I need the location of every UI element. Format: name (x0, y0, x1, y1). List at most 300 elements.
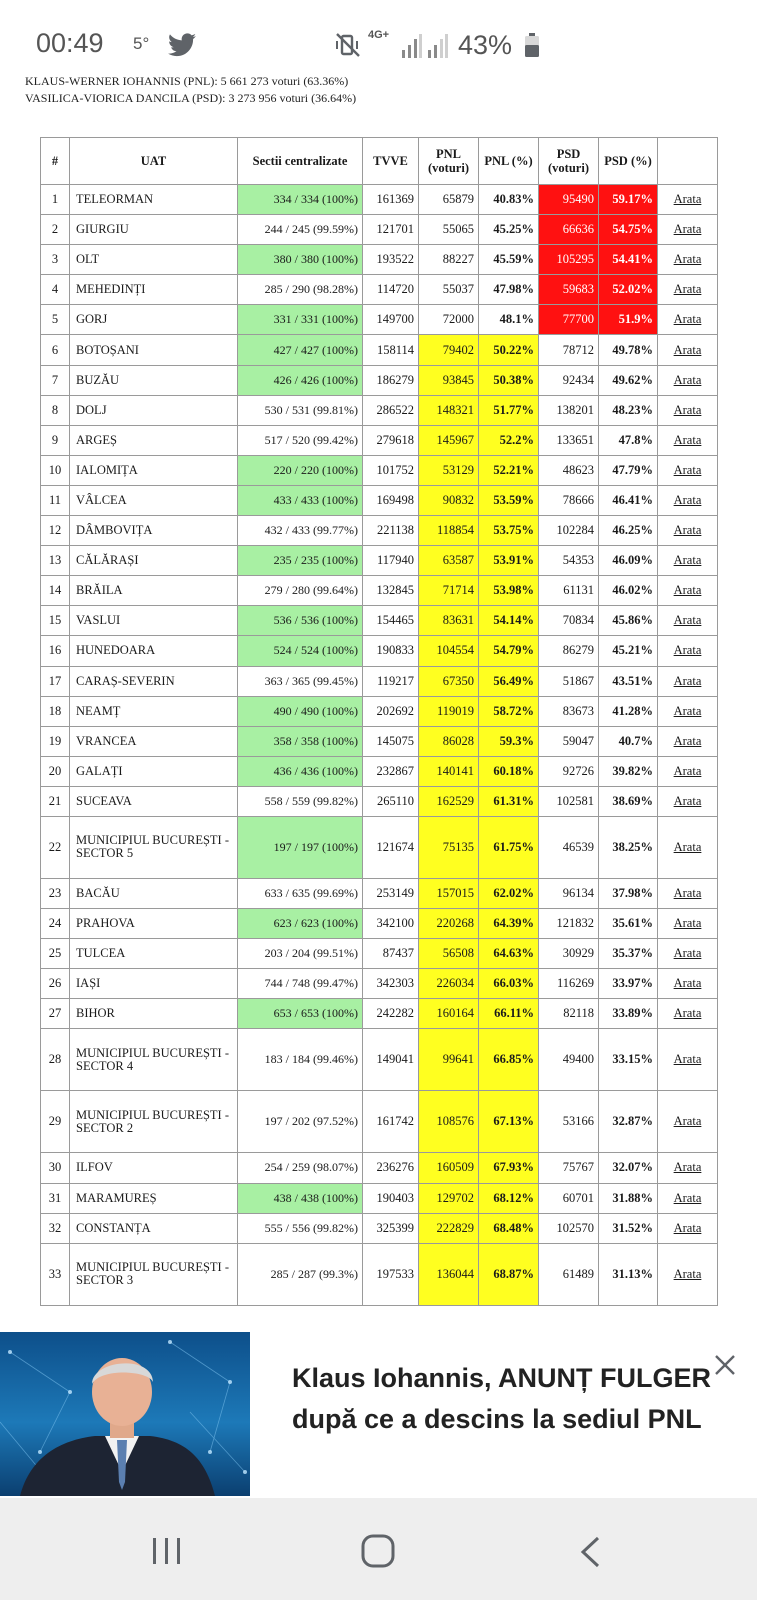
cell-psd-votes: 61131 (539, 576, 599, 606)
cell-psd-pct: 38.25% (599, 816, 658, 878)
cell-sections: 524 / 524 (100%) (238, 636, 363, 666)
table-header-row (41, 138, 718, 185)
temperature: 5° (133, 34, 150, 53)
cell-psd-pct: 32.87% (599, 1091, 658, 1153)
cell-action (658, 606, 718, 636)
cell-sections: 235 / 235 (100%) (238, 546, 363, 576)
cell-sections: 279 / 280 (99.64%) (238, 576, 363, 606)
cell-tvve: 87437 (363, 939, 419, 969)
table-row (41, 878, 718, 908)
arata-link[interactable]: Arata (673, 312, 702, 327)
cell-uat: BACĂU (70, 878, 238, 908)
cell-psd-pct: 32.07% (599, 1153, 658, 1183)
cell-psd-votes: 102284 (539, 516, 599, 546)
cell-pnl-pct: 56.49% (479, 666, 539, 696)
cell-psd-votes: 60701 (539, 1183, 599, 1213)
cell-sections: 432 / 433 (99.77%) (238, 516, 363, 546)
cell-action (658, 939, 718, 969)
cell-psd-pct: 38.69% (599, 786, 658, 816)
cell-sections: 558 / 559 (99.82%) (238, 786, 363, 816)
cell-psd-pct: 39.82% (599, 756, 658, 786)
cell-uat: ARGEȘ (70, 425, 238, 455)
cell-sections: 244 / 245 (99.59%) (238, 215, 363, 245)
cell-action (658, 1029, 718, 1091)
cell-index: 22 (41, 816, 70, 878)
table-row (41, 485, 718, 515)
cell-pnl-votes: 63587 (419, 546, 479, 576)
arata-link[interactable]: Arata (673, 703, 702, 718)
cell-uat: BOTOȘANI (70, 335, 238, 365)
arata-link[interactable]: Arata (673, 673, 702, 688)
cell-uat: DOLJ (70, 395, 238, 425)
arata-link[interactable]: Arata (673, 252, 702, 267)
arata-link[interactable]: Arata (673, 192, 702, 207)
cell-tvve: 114720 (363, 275, 419, 305)
cell-pnl-pct: 53.75% (479, 516, 539, 546)
cell-tvve: 190833 (363, 636, 419, 666)
cell-psd-pct: 46.09% (599, 546, 658, 576)
cell-psd-votes: 121832 (539, 909, 599, 939)
cell-psd-votes: 61489 (539, 1243, 599, 1305)
arata-link[interactable]: Arata (673, 1160, 702, 1175)
cell-psd-pct: 40.7% (599, 726, 658, 756)
cell-psd-pct: 35.61% (599, 909, 658, 939)
back-icon[interactable] (578, 1536, 602, 1568)
arata-link[interactable]: Arata (673, 222, 702, 237)
cell-pnl-pct: 64.63% (479, 939, 539, 969)
cell-index: 9 (41, 425, 70, 455)
cell-tvve: 117940 (363, 546, 419, 576)
cell-pnl-pct: 60.18% (479, 756, 539, 786)
cell-tvve: 232867 (363, 756, 419, 786)
cell-pnl-votes: 79402 (419, 335, 479, 365)
arata-link[interactable]: Arata (673, 402, 702, 417)
arata-link[interactable]: Arata (673, 886, 702, 901)
cell-tvve: 121674 (363, 816, 419, 878)
cell-pnl-votes: 220268 (419, 909, 479, 939)
cell-psd-pct: 45.21% (599, 636, 658, 666)
header-sections: Sectii centralizate (238, 138, 363, 185)
cell-pnl-votes: 136044 (419, 1243, 479, 1305)
cell-psd-votes: 102581 (539, 786, 599, 816)
cell-tvve: 149700 (363, 305, 419, 335)
recent-apps-icon[interactable] (150, 1536, 184, 1566)
table-row (41, 969, 718, 999)
cell-index: 8 (41, 395, 70, 425)
cell-index: 1 (41, 185, 70, 215)
table-row (41, 1213, 718, 1243)
arata-link[interactable]: Arata (673, 492, 702, 507)
cell-action (658, 245, 718, 275)
cell-psd-pct: 37.98% (599, 878, 658, 908)
cell-pnl-pct: 51.77% (479, 395, 539, 425)
arata-link[interactable]: Arata (673, 1052, 702, 1067)
cell-tvve: 202692 (363, 696, 419, 726)
arata-link[interactable]: Arata (673, 976, 702, 991)
cell-sections: 331 / 331 (100%) (238, 305, 363, 335)
cell-pnl-pct: 45.25% (479, 215, 539, 245)
cell-pnl-votes: 67350 (419, 666, 479, 696)
cell-pnl-votes: 104554 (419, 636, 479, 666)
table-row (41, 939, 718, 969)
table-row (41, 666, 718, 696)
cell-index: 26 (41, 969, 70, 999)
cell-action (658, 909, 718, 939)
cell-pnl-votes: 160164 (419, 999, 479, 1029)
cell-sections: 285 / 287 (99.3%) (238, 1243, 363, 1305)
cell-action (658, 395, 718, 425)
battery-percent: 43% (458, 30, 513, 60)
table-row (41, 999, 718, 1029)
table-row (41, 786, 718, 816)
table-row (41, 335, 718, 365)
arata-link[interactable]: Arata (673, 583, 702, 598)
cell-pnl-votes: 140141 (419, 756, 479, 786)
cell-uat: IALOMIȚA (70, 455, 238, 485)
cell-index: 15 (41, 606, 70, 636)
cell-psd-votes: 53166 (539, 1091, 599, 1153)
table-row (41, 395, 718, 425)
arata-link[interactable]: Arata (673, 613, 702, 628)
cell-tvve: 161369 (363, 185, 419, 215)
cell-index: 2 (41, 215, 70, 245)
results-table (40, 137, 718, 1306)
signal-icon (400, 34, 422, 58)
arata-link[interactable]: Arata (673, 372, 702, 387)
cell-sections: 633 / 635 (99.69%) (238, 878, 363, 908)
cell-index: 12 (41, 516, 70, 546)
table-row (41, 546, 718, 576)
cell-pnl-pct: 61.31% (479, 786, 539, 816)
cell-psd-votes: 138201 (539, 395, 599, 425)
cell-psd-votes: 77700 (539, 305, 599, 335)
cell-uat: ILFOV (70, 1153, 238, 1183)
table-row (41, 245, 718, 275)
cell-tvve: 253149 (363, 878, 419, 908)
cell-action (658, 816, 718, 878)
cell-pnl-votes: 86028 (419, 726, 479, 756)
cell-action (658, 516, 718, 546)
cell-sections: 358 / 358 (100%) (238, 726, 363, 756)
cell-pnl-votes: 53129 (419, 455, 479, 485)
cell-pnl-votes: 71714 (419, 576, 479, 606)
cell-uat: CĂLĂRAȘI (70, 546, 238, 576)
cell-pnl-pct: 54.79% (479, 636, 539, 666)
cell-uat: BIHOR (70, 999, 238, 1029)
cell-pnl-votes: 90832 (419, 485, 479, 515)
cell-pnl-votes: 162529 (419, 786, 479, 816)
cell-uat: IAȘI (70, 969, 238, 999)
arata-link[interactable]: Arata (673, 553, 702, 568)
arata-link[interactable]: Arata (673, 282, 702, 297)
arata-link[interactable]: Arata (673, 946, 702, 961)
cell-pnl-pct: 40.83% (479, 185, 539, 215)
cell-psd-votes: 105295 (539, 245, 599, 275)
cell-index: 32 (41, 1213, 70, 1243)
cell-index: 30 (41, 1153, 70, 1183)
cell-index: 28 (41, 1029, 70, 1091)
cell-uat: MUNICIPIUL BUCUREȘTI - SECTOR 2 (70, 1091, 238, 1153)
arata-link[interactable]: Arata (673, 1114, 702, 1129)
cell-action (658, 1243, 718, 1305)
cell-tvve: 342100 (363, 909, 419, 939)
cell-tvve: 242282 (363, 999, 419, 1029)
cell-uat: SUCEAVA (70, 786, 238, 816)
cell-pnl-votes: 75135 (419, 816, 479, 878)
cell-sections: 530 / 531 (99.81%) (238, 395, 363, 425)
cell-sections: 363 / 365 (99.45%) (238, 666, 363, 696)
cell-index: 3 (41, 245, 70, 275)
cell-sections: 285 / 290 (98.28%) (238, 275, 363, 305)
cell-action (658, 185, 718, 215)
table-row (41, 636, 718, 666)
cell-index: 5 (41, 305, 70, 335)
cell-psd-pct: 48.23% (599, 395, 658, 425)
summary-dancila: VASILICA-VIORICA DANCILA (PSD): 3 273 956 voturi (36.64%) (25, 91, 357, 105)
table-row (41, 1243, 718, 1305)
cell-action (658, 275, 718, 305)
signal-icon (426, 34, 448, 58)
cell-index: 6 (41, 335, 70, 365)
cell-uat: CONSTANȚA (70, 1213, 238, 1243)
cell-index: 16 (41, 636, 70, 666)
cell-psd-pct: 33.89% (599, 999, 658, 1029)
cell-action (658, 335, 718, 365)
arata-link[interactable]: Arata (673, 793, 702, 808)
cell-pnl-pct: 67.93% (479, 1153, 539, 1183)
cell-psd-pct: 49.78% (599, 335, 658, 365)
cell-sections: 623 / 623 (100%) (238, 909, 363, 939)
cell-tvve: 169498 (363, 485, 419, 515)
cell-sections: 490 / 490 (100%) (238, 696, 363, 726)
cell-index: 14 (41, 576, 70, 606)
cell-tvve: 101752 (363, 455, 419, 485)
table-row (41, 275, 718, 305)
header-pnl-pct: PNL (%) (479, 138, 539, 185)
arata-link[interactable]: Arata (673, 643, 702, 658)
network-type: 4G+ (368, 29, 390, 41)
cell-action (658, 696, 718, 726)
cell-psd-pct: 41.28% (599, 696, 658, 726)
cell-sections: 433 / 433 (100%) (238, 485, 363, 515)
arata-link[interactable]: Arata (673, 432, 702, 447)
cell-tvve: 325399 (363, 1213, 419, 1243)
table-row (41, 1153, 718, 1183)
arata-link[interactable]: Arata (673, 1220, 702, 1235)
cell-tvve: 286522 (363, 395, 419, 425)
home-icon[interactable] (360, 1533, 396, 1569)
cell-tvve: 342303 (363, 969, 419, 999)
header-uat: UAT (70, 138, 238, 185)
cell-pnl-votes: 56508 (419, 939, 479, 969)
cell-pnl-votes: 88227 (419, 245, 479, 275)
cell-pnl-votes: 145967 (419, 425, 479, 455)
cell-uat: BRĂILA (70, 576, 238, 606)
cell-tvve: 193522 (363, 245, 419, 275)
cell-index: 4 (41, 275, 70, 305)
cell-psd-votes: 116269 (539, 969, 599, 999)
cell-psd-votes: 46539 (539, 816, 599, 878)
cell-index: 31 (41, 1183, 70, 1213)
cell-action (658, 1153, 718, 1183)
cell-uat: BUZĂU (70, 365, 238, 395)
cell-tvve: 158114 (363, 335, 419, 365)
cell-psd-votes: 75767 (539, 1153, 599, 1183)
ad-photo-illustration (0, 1332, 250, 1496)
table-row (41, 816, 718, 878)
cell-psd-votes: 59683 (539, 275, 599, 305)
cell-pnl-votes: 72000 (419, 305, 479, 335)
header-action (658, 138, 718, 185)
cell-uat: NEAMȚ (70, 696, 238, 726)
cell-uat: PRAHOVA (70, 909, 238, 939)
cell-index: 19 (41, 726, 70, 756)
cell-action (658, 726, 718, 756)
cell-pnl-votes: 118854 (419, 516, 479, 546)
cell-psd-pct: 47.79% (599, 455, 658, 485)
cell-pnl-pct: 66.85% (479, 1029, 539, 1091)
cell-action (658, 546, 718, 576)
cell-psd-pct: 59.17% (599, 185, 658, 215)
arata-link[interactable]: Arata (673, 1266, 702, 1281)
cell-action (658, 485, 718, 515)
arata-link[interactable]: Arata (673, 1190, 702, 1205)
cell-sections: 220 / 220 (100%) (238, 455, 363, 485)
twitter-icon (168, 33, 196, 57)
cell-action (658, 576, 718, 606)
cell-psd-votes: 96134 (539, 878, 599, 908)
table-row (41, 215, 718, 245)
cell-tvve: 119217 (363, 666, 419, 696)
ad-photo[interactable] (0, 1332, 250, 1496)
cell-psd-pct: 43.51% (599, 666, 658, 696)
cell-pnl-votes: 93845 (419, 365, 479, 395)
cell-uat: GALAȚI (70, 756, 238, 786)
cell-pnl-pct: 66.03% (479, 969, 539, 999)
cell-tvve: 149041 (363, 1029, 419, 1091)
table-row (41, 606, 718, 636)
cell-tvve: 190403 (363, 1183, 419, 1213)
table-row (41, 455, 718, 485)
arata-link[interactable]: Arata (673, 523, 702, 538)
table-row (41, 305, 718, 335)
header-psd-votes: PSD (voturi) (539, 138, 599, 185)
cell-uat: TELEORMAN (70, 185, 238, 215)
cell-psd-votes: 82118 (539, 999, 599, 1029)
cell-action (658, 878, 718, 908)
cell-psd-votes: 86279 (539, 636, 599, 666)
cell-psd-votes: 78712 (539, 335, 599, 365)
cell-action (658, 666, 718, 696)
cell-action (658, 365, 718, 395)
cell-psd-pct: 49.62% (599, 365, 658, 395)
arata-link[interactable]: Arata (673, 763, 702, 778)
cell-pnl-pct: 68.87% (479, 1243, 539, 1305)
cell-index: 25 (41, 939, 70, 969)
cell-uat: MARAMUREȘ (70, 1183, 238, 1213)
cell-psd-pct: 31.52% (599, 1213, 658, 1243)
cell-sections: 744 / 748 (99.47%) (238, 969, 363, 999)
cell-index: 13 (41, 546, 70, 576)
cell-action (658, 1183, 718, 1213)
cell-tvve: 236276 (363, 1153, 419, 1183)
cell-pnl-pct: 54.14% (479, 606, 539, 636)
cell-tvve: 161742 (363, 1091, 419, 1153)
cell-sections: 380 / 380 (100%) (238, 245, 363, 275)
cell-uat: MEHEDINȚI (70, 275, 238, 305)
cell-action (658, 305, 718, 335)
cell-pnl-votes: 83631 (419, 606, 479, 636)
arata-link[interactable]: Arata (673, 916, 702, 931)
cell-pnl-pct: 66.11% (479, 999, 539, 1029)
cell-psd-pct: 33.15% (599, 1029, 658, 1091)
arata-link[interactable]: Arata (673, 462, 702, 477)
table-row (41, 185, 718, 215)
close-icon[interactable] (712, 1352, 738, 1378)
cell-psd-votes: 54353 (539, 546, 599, 576)
cell-index: 27 (41, 999, 70, 1029)
cell-psd-votes: 95490 (539, 185, 599, 215)
cell-pnl-votes: 55065 (419, 215, 479, 245)
cell-psd-pct: 47.8% (599, 425, 658, 455)
cell-index: 21 (41, 786, 70, 816)
cell-sections: 254 / 259 (98.07%) (238, 1153, 363, 1183)
ad-banner[interactable] (0, 1330, 757, 1498)
cell-psd-pct: 45.86% (599, 606, 658, 636)
cell-uat: OLT (70, 245, 238, 275)
cell-action (658, 1091, 718, 1153)
cell-action (658, 969, 718, 999)
header-pnl-votes: PNL (voturi) (419, 138, 479, 185)
cell-action (658, 1213, 718, 1243)
cell-uat: MUNICIPIUL BUCUREȘTI - SECTOR 4 (70, 1029, 238, 1091)
cell-sections: 334 / 334 (100%) (238, 185, 363, 215)
cell-sections: 203 / 204 (99.51%) (238, 939, 363, 969)
battery-icon (525, 33, 539, 57)
cell-pnl-pct: 48.1% (479, 305, 539, 335)
arata-link[interactable]: Arata (673, 1006, 702, 1021)
cell-psd-votes: 78666 (539, 485, 599, 515)
arata-link[interactable]: Arata (673, 733, 702, 748)
cell-uat: DÂMBOVIȚA (70, 516, 238, 546)
cell-pnl-pct: 50.38% (479, 365, 539, 395)
cell-psd-votes: 48623 (539, 455, 599, 485)
cell-action (658, 455, 718, 485)
cell-pnl-pct: 50.22% (479, 335, 539, 365)
cell-uat: MUNICIPIUL BUCUREȘTI - SECTOR 3 (70, 1243, 238, 1305)
cell-pnl-votes: 119019 (419, 696, 479, 726)
table-row (41, 365, 718, 395)
cell-tvve: 145075 (363, 726, 419, 756)
table-row (41, 1029, 718, 1091)
cell-pnl-pct: 53.98% (479, 576, 539, 606)
cell-pnl-votes: 129702 (419, 1183, 479, 1213)
cell-psd-votes: 49400 (539, 1029, 599, 1091)
cell-pnl-votes: 55037 (419, 275, 479, 305)
cell-uat: MUNICIPIUL BUCUREȘTI - SECTOR 5 (70, 816, 238, 878)
cell-sections: 438 / 438 (100%) (238, 1183, 363, 1213)
ad-headline[interactable]: Klaus Iohannis, ANUNȚ FULGER după ce a descins la sediul PNL (292, 1363, 712, 1434)
cell-sections: 427 / 427 (100%) (238, 335, 363, 365)
table-row (41, 516, 718, 546)
cell-index: 24 (41, 909, 70, 939)
cell-index: 23 (41, 878, 70, 908)
cell-index: 11 (41, 485, 70, 515)
cell-pnl-pct: 67.13% (479, 1091, 539, 1153)
arata-link[interactable]: Arata (673, 342, 702, 357)
header-psd-pct: PSD (%) (599, 138, 658, 185)
arata-link[interactable]: Arata (673, 839, 702, 854)
